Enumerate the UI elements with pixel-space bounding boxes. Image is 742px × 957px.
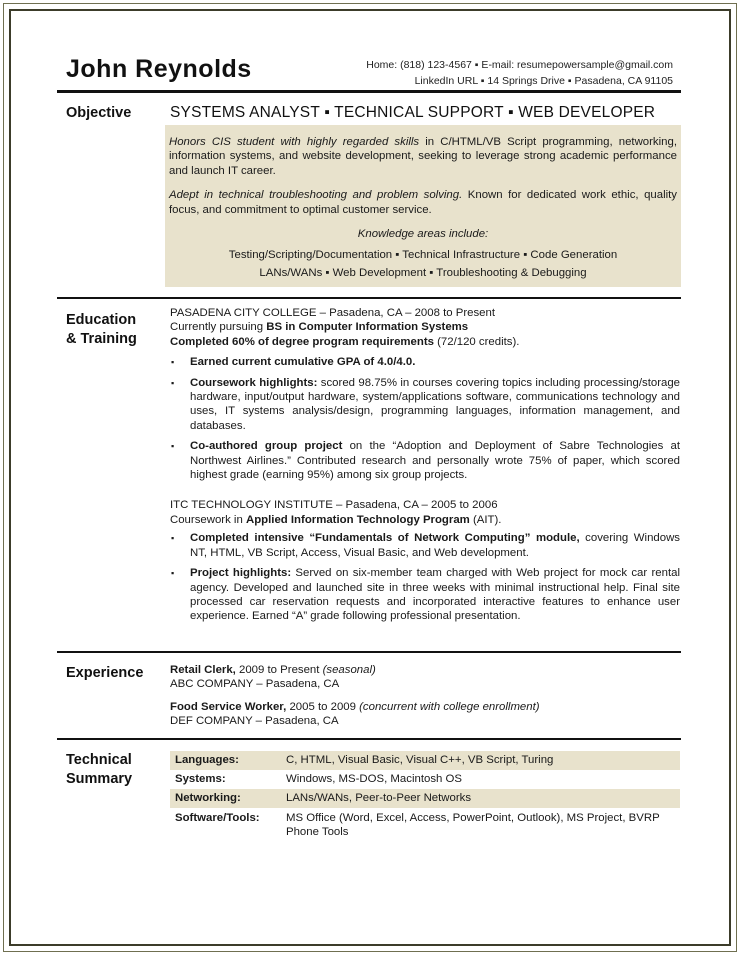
school-2-coursework-prefix: Coursework in xyxy=(170,513,246,526)
school-2-program-name: Applied Information Technology Program xyxy=(245,513,470,526)
bullet-bold: Completed intensive “Fundamentals of Network Computing” module, xyxy=(190,532,580,545)
row-value: MS Office (Word, Excel, Access, PowerPoint, Outlook), MS Project, BVRP Phone Tools xyxy=(286,812,660,839)
objective-p2-rest: Known for dedicated work ethic, quality focus, and commitment to optimal customer service. xyxy=(169,189,677,216)
school-2-bullets xyxy=(170,531,680,623)
contact-info xyxy=(366,57,673,89)
objective-summary-box xyxy=(165,125,681,287)
school-2-coursework-suffix: (AIT). xyxy=(469,513,502,526)
bullet-text: Served on six-member team charged with Web project for mock car rental agency. Developed and launched site in three weeks with minimal instructional help. Final site processed car reservation requests and incorporated interactive features to enhance user experience. Earned “A” grade following professional presentation. xyxy=(190,567,680,623)
job-2-title-line xyxy=(170,700,680,714)
table-row xyxy=(170,751,680,770)
bullet-bold: Project highlights: xyxy=(190,567,292,580)
objective-p2-lead: Adept in technical troubleshooting and problem solving. xyxy=(169,189,463,202)
header-divider xyxy=(57,90,681,93)
technical-heading xyxy=(66,751,132,789)
list-item xyxy=(170,439,680,482)
bullet-bold: Co-authored group project xyxy=(190,440,343,453)
bullet-text: scored 98.75% in courses covering topics including processing/storage hardware, input/output hardware, system/applications software, communications technology and uses, IT systems analysis/design, programming languages, information management, and databases. xyxy=(190,376,681,432)
row-label: Networking: xyxy=(175,792,241,805)
school-1-header: PASADENA CITY COLLEGE – Pasadena, CA – 2008 to Present xyxy=(170,307,496,319)
school-1-progress-rest: (72/120 credits). xyxy=(433,335,520,348)
job-dates: 2005 to 2009 xyxy=(286,700,360,713)
knowledge-areas-line-2: LANs/WANs ▪ Web Development ▪ Troubleshooting & Debugging xyxy=(259,267,587,280)
school-1-degree-prefix: Currently pursuing xyxy=(170,321,267,334)
row-value: C, HTML, Visual Basic, Visual C++, VB Script, Turing xyxy=(286,754,554,767)
job-1 xyxy=(170,663,680,692)
bullet-bold: Coursework highlights: xyxy=(190,376,318,389)
objective-headline: SYSTEMS ANALYST ▪ TECHNICAL SUPPORT ▪ WEB DEVELOPER xyxy=(170,104,656,121)
list-item xyxy=(170,376,680,434)
experience-heading: Experience xyxy=(66,665,144,681)
experience-content xyxy=(170,663,680,729)
job-1-title-line xyxy=(170,663,680,677)
objective-paragraph-1 xyxy=(169,135,677,178)
table-row xyxy=(170,770,680,789)
technical-heading-line-1: Technical xyxy=(66,752,132,768)
job-title: Food Service Worker, xyxy=(170,700,287,713)
list-item xyxy=(170,531,680,560)
school-2-coursework xyxy=(170,513,680,527)
section-divider-experience xyxy=(57,651,681,653)
row-value: LANs/WANs, Peer-to-Peer Networks xyxy=(286,792,472,805)
table-row xyxy=(170,789,680,808)
education-heading-line-1: Education xyxy=(66,312,137,328)
objective-p1-lead: Honors CIS student with highly regarded skills xyxy=(169,136,420,148)
job-1-company: ABC COMPANY – Pasadena, CA xyxy=(170,678,340,691)
section-divider-technical xyxy=(57,738,681,740)
row-label: Software/Tools: xyxy=(175,812,260,824)
knowledge-areas-line-1: Testing/Scripting/Documentation ▪ Technical Infrastructure ▪ Code Generation xyxy=(228,249,618,262)
job-2-company: DEF COMPANY – Pasadena, CA xyxy=(170,715,339,728)
row-label: Systems: xyxy=(175,773,226,786)
job-title: Retail Clerk, xyxy=(170,664,236,676)
technical-table xyxy=(170,751,680,840)
job-2 xyxy=(170,700,680,729)
contact-line-2: LinkedIn URL ▪ 14 Springs Drive ▪ Pasadena, CA 91105 xyxy=(414,75,673,87)
education-heading xyxy=(66,311,137,349)
education-heading-line-2: & Training xyxy=(66,331,137,347)
objective-heading: Objective xyxy=(66,105,132,121)
education-content xyxy=(170,306,680,624)
school-1-degree-name: BS in Computer Information Systems xyxy=(266,321,469,334)
table-row xyxy=(170,808,680,840)
row-label: Languages: xyxy=(175,754,239,767)
section-divider-education xyxy=(57,297,681,299)
knowledge-areas-title: Knowledge areas include: xyxy=(357,228,489,241)
bullet-text: covering Windows NT, HTML, VB Script, Access, Visual Basic, and Web development. xyxy=(190,532,680,559)
school-1-progress xyxy=(170,335,680,349)
list-item xyxy=(170,355,680,369)
school-1-progress-bold: Completed 60% of degree program requirements xyxy=(170,335,434,348)
objective-paragraph-2 xyxy=(169,188,677,217)
school-2-header: ITC TECHNOLOGY INSTITUTE – Pasadena, CA – 2005 to 2006 xyxy=(170,499,498,512)
objective-p1-rest: in C/HTML/VB Script programming, networking, information systems, and website development, seeking to leverage strong academic performance and launch IT career. xyxy=(169,136,677,177)
job-dates: 2009 to Present xyxy=(235,664,323,676)
job-note: (concurrent with college enrollment) xyxy=(359,700,540,713)
school-1-degree xyxy=(170,320,680,334)
job-note: (seasonal) xyxy=(322,664,376,676)
bullet-text: on the “Adoption and Deployment of Sabre Technologies at Northwest Airlines.” Contributed research and personally wrote 75% of paper, which scored highest grade (earning 95%) among six group projects. xyxy=(190,440,680,482)
school-1-bullets xyxy=(170,355,680,482)
technical-heading-line-2: Summary xyxy=(66,771,133,787)
candidate-name: John Reynolds xyxy=(66,55,252,83)
row-value: Windows, MS-DOS, Macintosh OS xyxy=(286,773,462,786)
contact-line-1: Home: (818) 123-4567 ▪ E-mail: resumepowersample@gmail.com xyxy=(366,59,673,71)
list-item xyxy=(170,566,680,624)
bullet-bold: Earned current cumulative GPA of 4.0/4.0. xyxy=(190,356,416,369)
